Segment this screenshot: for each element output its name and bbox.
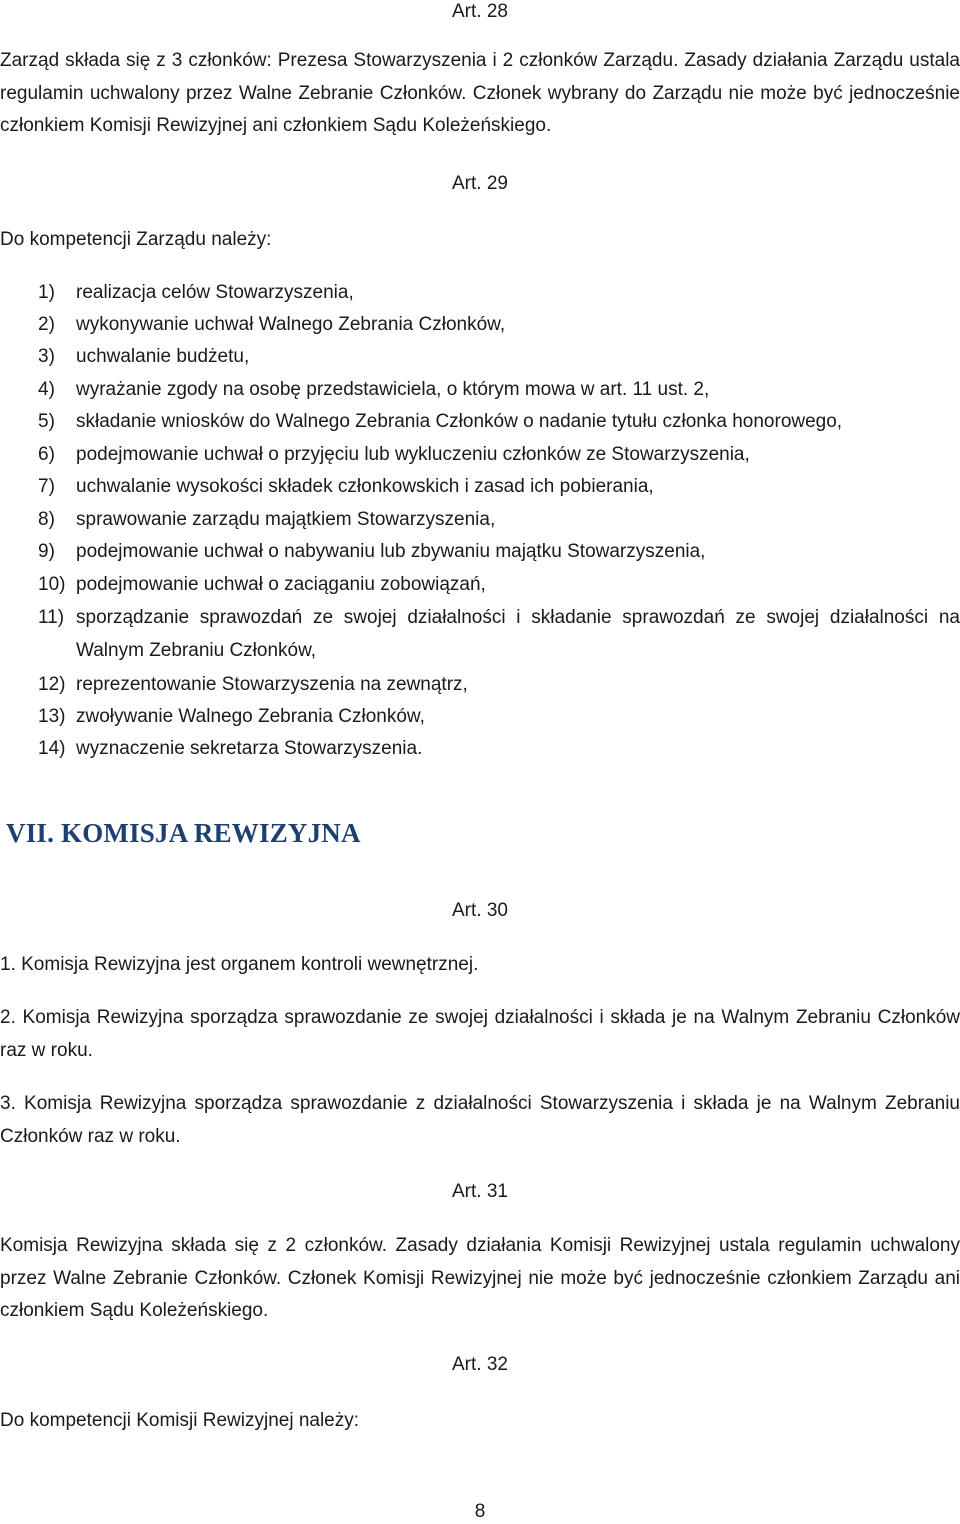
article-28-text: Zarząd składa się z 3 członków: Prezesa Stowarzyszenia i 2 członków Zarządu. Zasady działania Zarządu ustala regulamin uchwalony przez Walne Zebranie Członków. Członek wybrany do Zarządu nie może być jednocześnie członkiem Komisji Rewizyjnej ani członkiem Sądu Koleżeńskiego. (0, 50, 960, 136)
article-heading-31: Art. 31 (452, 1181, 508, 1202)
article-32-intro: Do kompetencji Komisji Rewizyjnej należy: (0, 1410, 360, 1431)
article-30-paragraph-1: 1. Komisja Rewizyjna jest organem kontroli wewnętrznej. (0, 954, 479, 975)
article-29-intro: Do kompetencji Zarządu należy: (0, 229, 272, 250)
article-30-paragraph-3: 3. Komisja Rewizyjna sporządza sprawozdanie z działalności Stowarzyszenia i składa je na Walnym Zebraniu Członków raz w roku. (0, 1093, 960, 1147)
section-heading: VII. KOMISJA REWIZYJNA (6, 818, 361, 848)
article-heading-28: Art. 28 (452, 1, 508, 22)
article-heading-30: Art. 30 (452, 900, 508, 921)
page-number: 8 (474, 1501, 486, 1522)
article-heading-29: Art. 29 (452, 173, 508, 194)
article-31-text: Komisja Rewizyjna składa się z 2 członków. Zasady działania Komisji Rewizyjnej ustala regulamin uchwalony przez Walne Zebranie Członków. Członek Komisji Rewizyjnej nie może być jednocześnie członkiem Zarządu ani członkiem Sądu Koleżeńskiego. (0, 1235, 960, 1321)
article-heading-32: Art. 32 (452, 1354, 508, 1375)
article-30-paragraph-2: 2. Komisja Rewizyjna sporządza sprawozdanie ze swojej działalności i składa je na Walnym Zebraniu Członków raz w roku. (0, 1007, 960, 1061)
document-page: Art. 28 Zarząd składa się z 3 członków: Prezesa Stowarzyszenia i 2 członków Zarządu. Zasady działania Zarządu ustala regulamin uchwalony przez Walne Zebranie Członków. Członek wybrany do Zarządu nie może być jednocześnie członkiem Komisji Rewizyjnej ani członkiem Sądu Koleżeńskiego. Art. 29 Do kompetencji Zarządu należy: 1) realizacja celów Stowarzyszenia, 2) wykonywanie uchwał Walnego Zebrania Członków, 3) uchwalanie budżetu, 4) wyrażanie zgody na osobę przedstawiciela, o którym mowa w art. 11 ust. 2, 5) składanie wniosków do Walnego Zebrania Członków o nadanie tytułu członka honorowego, 6) podejmowanie uchwał o przyjęciu lub wykluczeniu członków ze Stowarzyszenia, 7) uchwalanie wysokości składek członkowskich i zasad ich pobierania, 8) sprawowanie zarządu majątkiem Stowarzyszenia, 9) podejmowanie uchwał o nabywaniu lub zbywaniu majątku Stowarzyszenia, 10) podejmowanie uchwał o zaciąganiu zobowiązań, 11) sporządzanie sprawozdań ze swojej działalności i składanie sprawozdań ze swojej działalności na Walnym Zebraniu Członków, 12) reprezentowanie Stowarzyszenia na zewnątrz, 13) zwoływanie Walnego Zebrania Członków, 14) wyznaczenie sekretarza Stowarzyszenia. VII. KOMISJA REWIZYJNA Art. 30 1. Komisja Rewizyjna jest organem kontroli wewnętrznej. 2. Komisja Rewizyjna sporządza sprawozdanie ze swojej działalności i składa je na Walnym Zebraniu Członków raz w roku. 3. Komisja Rewizyjna sporządza sprawozdanie z działalności Stowarzyszenia i składa je na Walnym Zebraniu Członków raz w roku. Art. 31 Komisja Rewizyjna składa się z 2 członków. Zasady działania Komisji Rewizyjnej ustala regulamin uchwalony przez Walne Zebranie Członków. Członek Komisji Rewizyjnej nie może być jednocześnie członkiem Zarządu ani członkiem Sądu Koleżeńskiego. Art. 32 Do kompetencji Komisji Rewizyjnej należy: 8 (0, 1, 960, 1522)
